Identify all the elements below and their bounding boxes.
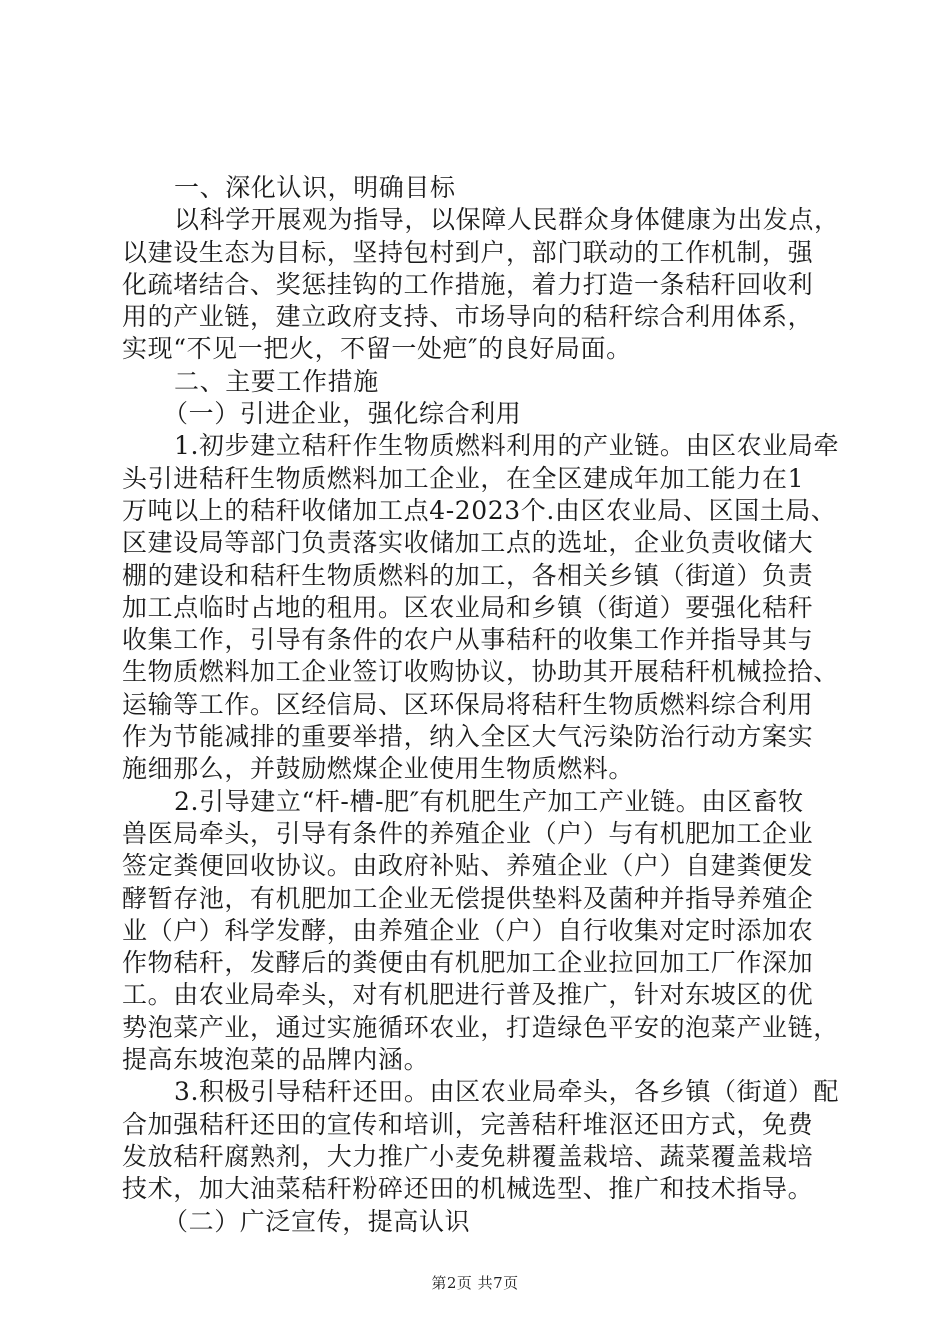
text-line: 收集工作，引导有条件的农户从事秸秆的收集工作并指导其与 — [122, 625, 814, 655]
text-line: 以科学开展观为指导，以保障人民群众身体健康为出发点， — [174, 205, 840, 235]
text-line: 化疏堵结合、奖惩挂钩的工作措施，着力打造一条秸秆回收利 — [122, 269, 814, 299]
section-heading-2: 二、主要工作措施 — [174, 366, 379, 396]
text-line: 实现“不见一把火，不留一处疤″的良好局面。 — [122, 334, 632, 364]
text-line: 酵暂存池，有机肥加工企业无偿提供垫料及菌种并指导养殖企 — [122, 883, 814, 913]
paragraph-1 — [122, 204, 840, 365]
text-line: 区建设局等部门负责落实收储加工点的选址，企业负责收储大 — [122, 528, 814, 558]
text-line: 发放秸秆腐熟剂，大力推广小麦免耕覆盖栽培、蔬菜覆盖栽培 — [122, 1141, 814, 1171]
text-line: 3.积极引导秸秆还田。由区农业局牵头，各乡镇（街道）配 — [174, 1077, 840, 1107]
text-line: 兽医局牵头，引导有条件的养殖企业（户）与有机肥加工企业 — [122, 818, 814, 848]
text-line: 作为节能减排的重要举措，纳入全区大气污染防治行动方案实 — [122, 722, 814, 752]
text-line: 用的产业链，建立政府支持、市场导向的秸秆综合利用体系， — [122, 302, 814, 332]
text-line: 万吨以上的秸秆收储加工点4-2023个.由区农业局、区国土局、 — [122, 495, 837, 525]
text-line: 业（户）科学发酵，由养殖企业（户）自行收集对定时添加农 — [122, 915, 814, 945]
text-line: 工。由农业局牵头，对有机肥进行普及推广，针对东坡区的优 — [122, 980, 814, 1010]
text-line: 运输等工作。区经信局、区环保局将秸秆生物质燃料综合利用 — [122, 689, 814, 719]
text-line: 施细那么，并鼓励燃煤企业使用生物质燃料。 — [122, 754, 635, 784]
text-line: 2.引导建立“杆-槽-肥″有机肥生产加工产业链。由区畜牧 — [174, 786, 804, 816]
page-number-footer: 第2页 共7页 — [431, 1274, 519, 1292]
text-line: 加工点临时占地的租用。区农业局和乡镇（街道）要强化秸秆 — [122, 592, 814, 622]
text-line: 势泡菜产业，通过实施循环农业，打造绿色平安的泡菜产业链， — [122, 1012, 839, 1042]
list-item-2 — [122, 786, 839, 1077]
subsection-heading-2: （二）广泛宣传，提高认识 — [163, 1206, 471, 1236]
text-line: 提高东坡泡菜的品牌内涵。 — [122, 1045, 430, 1075]
text-line: 签定粪便回收协议。由政府补贴、养殖企业（户）自建粪便发 — [122, 851, 814, 881]
section-heading-1: 一、深化认识，明确目标 — [174, 173, 456, 202]
text-line: 合加强秸秆还田的宣传和培训，完善秸秆堆沤还田方式，免费 — [122, 1109, 814, 1139]
subsection-heading-1: （一）引进企业，强化综合利用 — [163, 399, 522, 429]
text-line: 作物秸秆，发酵后的粪便由有机肥加工企业拉回加工厂作深加 — [122, 948, 814, 978]
text-line: 棚的建设和秸秆生物质燃料的加工，各相关乡镇（街道）负责 — [122, 560, 814, 590]
text-line: 技术，加大油菜秸秆粉碎还田的机械选型、推广和技术指导。 — [122, 1174, 814, 1204]
document-body — [122, 172, 840, 1238]
list-item-3 — [122, 1076, 840, 1205]
text-line: 1.初步建立秸秆作生物质燃料利用的产业链。由区农业局牵 — [174, 431, 840, 461]
text-line: 以建设生态为目标，坚持包村到户，部门联动的工作机制，强 — [122, 237, 814, 267]
text-line: 生物质燃料加工企业签订收购协议，协助其开展秸秆机械捡拾、 — [122, 657, 839, 687]
text-line: 头引进秸秆生物质燃料加工企业，在全区建成年加工能力在1 — [122, 463, 805, 493]
list-item-1 — [122, 430, 840, 785]
